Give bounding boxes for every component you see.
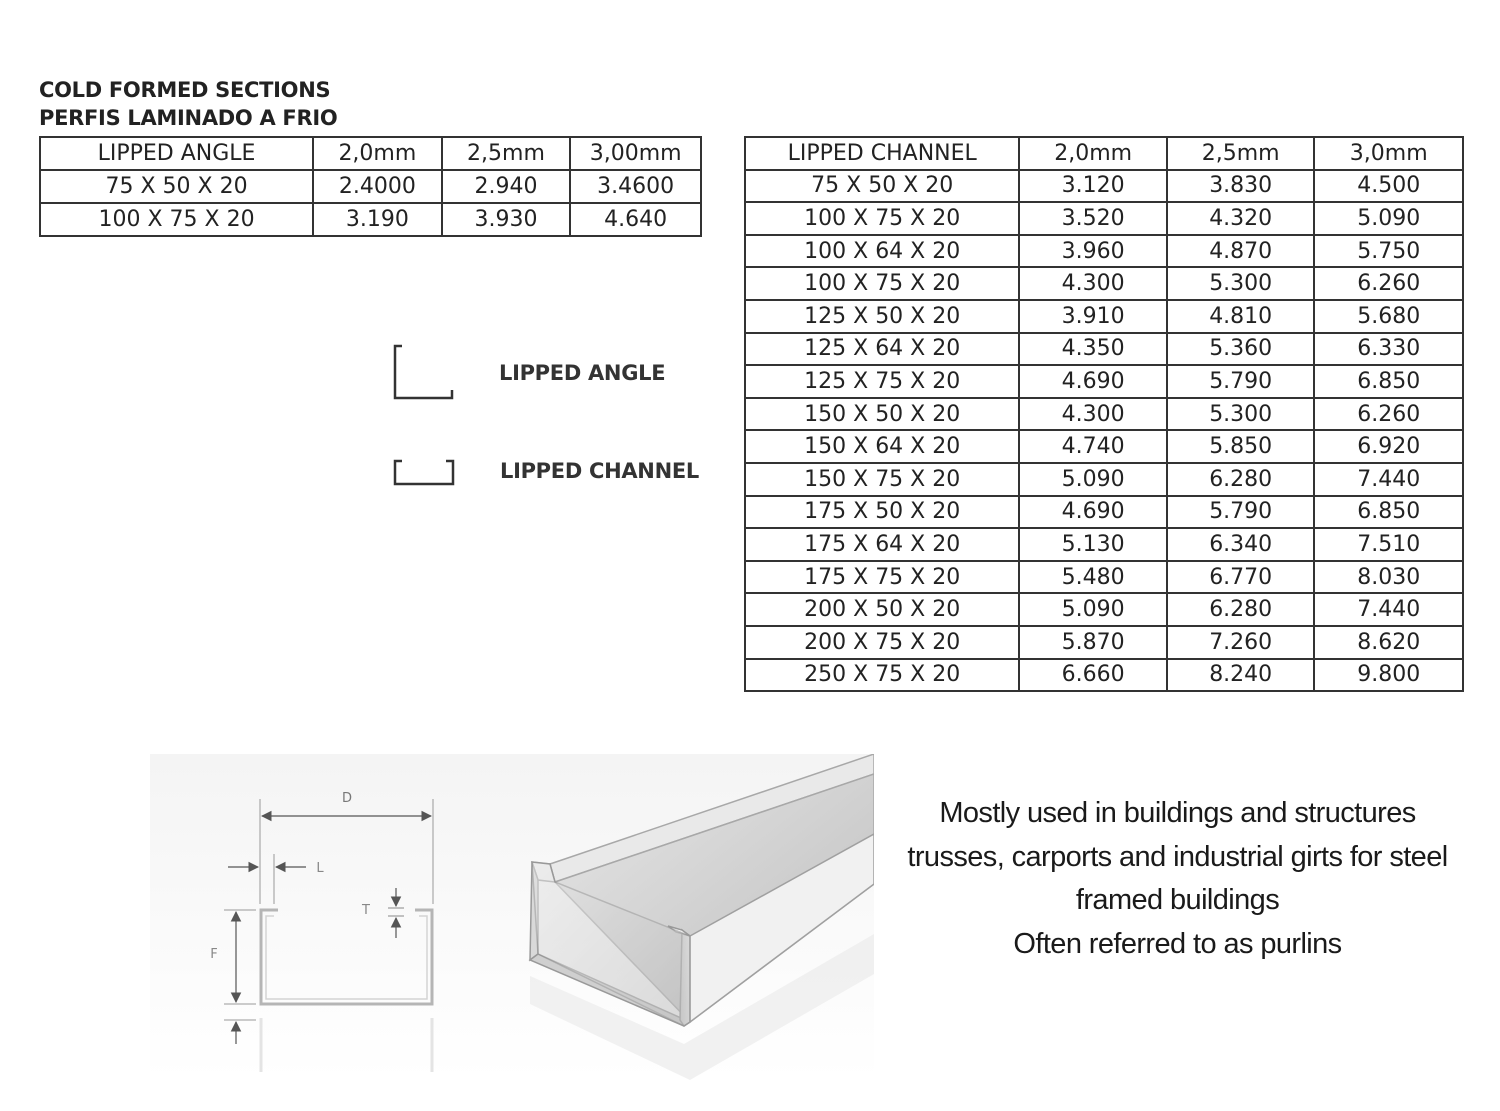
table-row (745, 398, 1463, 431)
table-row (745, 170, 1463, 203)
table-cell: 100 X 75 X 20 (745, 267, 1019, 300)
table-row (745, 561, 1463, 594)
table-cell: 3.960 (1019, 235, 1167, 268)
dimension-label-f: F (210, 947, 218, 962)
table-row (745, 626, 1463, 659)
table-cell: 125 X 50 X 20 (745, 300, 1019, 333)
dimension-label-l: L (316, 861, 324, 876)
table-cell: 125 X 75 X 20 (745, 365, 1019, 398)
table-cell: 175 X 64 X 20 (745, 528, 1019, 561)
table-cell: 4.690 (1019, 365, 1167, 398)
table-cell: 7.440 (1314, 593, 1463, 626)
table-cell: 3.120 (1019, 170, 1167, 203)
table-cell: 2.940 (442, 170, 571, 203)
table-cell: 8.620 (1314, 626, 1463, 659)
table-row (40, 203, 701, 236)
table-cell: 3.910 (1019, 300, 1167, 333)
table-cell: 4.320 (1167, 202, 1315, 235)
table-cell: 5.480 (1019, 561, 1167, 594)
table-row (745, 202, 1463, 235)
table-cell: 6.850 (1314, 496, 1463, 529)
table-cell: 200 X 50 X 20 (745, 593, 1019, 626)
table-row (745, 235, 1463, 268)
table-cell: 5.680 (1314, 300, 1463, 333)
table-cell: 4.640 (570, 203, 701, 236)
table-cell: 6.280 (1167, 463, 1315, 496)
lipped-angle-icon (392, 344, 456, 404)
table-cell: 3.830 (1167, 170, 1315, 203)
table-cell: 5.300 (1167, 267, 1315, 300)
table-cell: 9.800 (1314, 659, 1463, 692)
table-cell: 5.090 (1019, 593, 1167, 626)
table-cell: 5.850 (1167, 430, 1315, 463)
table-cell: 75 X 50 X 20 (745, 170, 1019, 203)
table-cell: 175 X 50 X 20 (745, 496, 1019, 529)
table-cell: 4.500 (1314, 170, 1463, 203)
header-cell: LIPPED ANGLE (40, 137, 313, 170)
table-cell: 3.4600 (570, 170, 701, 203)
table-cell: 4.690 (1019, 496, 1167, 529)
lipped-channel-icon (392, 458, 456, 488)
table-cell: 6.850 (1314, 365, 1463, 398)
table-cell: 5.090 (1314, 202, 1463, 235)
table-cell: 5.790 (1167, 365, 1315, 398)
description-text (880, 792, 1475, 966)
table-row (40, 170, 701, 203)
table-cell: 6.260 (1314, 267, 1463, 300)
table-cell: 4.350 (1019, 333, 1167, 366)
table-cell: 250 X 75 X 20 (745, 659, 1019, 692)
table-cell: 7.260 (1167, 626, 1315, 659)
table-cell: 150 X 50 X 20 (745, 398, 1019, 431)
table-cell: 4.300 (1019, 267, 1167, 300)
table-cell: 6.280 (1167, 593, 1315, 626)
description-line: trusses, carports and industrial girts for steel (907, 840, 1448, 873)
table-cell: 8.240 (1167, 659, 1315, 692)
lipped-angle-table (39, 136, 702, 237)
table-row (745, 430, 1463, 463)
table-cell: 6.330 (1314, 333, 1463, 366)
header-cell: 2,0mm (313, 137, 442, 170)
title-line-portuguese: PERFIS LAMINADO A FRIO (39, 106, 338, 130)
table-cell: 175 X 75 X 20 (745, 561, 1019, 594)
table-cell: 5.300 (1167, 398, 1315, 431)
table-cell: 5.130 (1019, 528, 1167, 561)
table-cell: 200 X 75 X 20 (745, 626, 1019, 659)
table-row (745, 463, 1463, 496)
description-line: Often referred to as purlins (1013, 927, 1342, 960)
table-cell: 100 X 75 X 20 (745, 202, 1019, 235)
table-cell: 75 X 50 X 20 (40, 170, 313, 203)
lipped-channel-illustration (150, 754, 874, 1080)
table-cell: 3.190 (313, 203, 442, 236)
table-cell: 100 X 75 X 20 (40, 203, 313, 236)
table-row (745, 333, 1463, 366)
table-cell: 125 X 64 X 20 (745, 333, 1019, 366)
header-cell: 3,0mm (1314, 137, 1463, 170)
table-cell: 7.510 (1314, 528, 1463, 561)
header-cell: LIPPED CHANNEL (745, 137, 1019, 170)
table-cell: 6.660 (1019, 659, 1167, 692)
table-cell: 5.790 (1167, 496, 1315, 529)
table-cell: 5.870 (1019, 626, 1167, 659)
table-cell: 8.030 (1314, 561, 1463, 594)
table-row (745, 365, 1463, 398)
header-cell: 2,5mm (1167, 137, 1315, 170)
lipped-channel-table (744, 136, 1464, 692)
table-cell: 4.300 (1019, 398, 1167, 431)
cross-section-diagram (210, 791, 433, 1072)
table-cell: 6.770 (1167, 561, 1315, 594)
header-cell: 3,00mm (570, 137, 701, 170)
table-cell: 100 X 64 X 20 (745, 235, 1019, 268)
table-cell: 6.920 (1314, 430, 1463, 463)
table-cell: 4.740 (1019, 430, 1167, 463)
table-row (745, 300, 1463, 333)
title-line-english: COLD FORMED SECTIONS (39, 78, 331, 102)
table-cell: 3.520 (1019, 202, 1167, 235)
table-cell: 6.260 (1314, 398, 1463, 431)
legend-label-lipped-channel: LIPPED CHANNEL (500, 459, 699, 483)
table-row (745, 528, 1463, 561)
legend-label-lipped-angle: LIPPED ANGLE (499, 361, 666, 385)
table-cell: 150 X 64 X 20 (745, 430, 1019, 463)
table-cell: 7.440 (1314, 463, 1463, 496)
table-row (745, 593, 1463, 626)
header-cell: 2,5mm (442, 137, 571, 170)
table-cell: 5.360 (1167, 333, 1315, 366)
table-cell: 4.870 (1167, 235, 1315, 268)
channel-3d-render (530, 754, 874, 1080)
dimension-label-d: D (341, 791, 353, 806)
header-cell: 2,0mm (1019, 137, 1167, 170)
table-row (745, 267, 1463, 300)
page-title (39, 76, 337, 132)
channel-table-body (745, 170, 1463, 692)
description-line: framed buildings (1075, 884, 1280, 916)
table-cell: 5.090 (1019, 463, 1167, 496)
description-line: Mostly used in buildings and structures (939, 797, 1416, 829)
table-cell: 4.810 (1167, 300, 1315, 333)
table-cell: 2.4000 (313, 170, 442, 203)
table-header-row (40, 137, 701, 170)
table-row (745, 496, 1463, 529)
table-cell: 3.930 (442, 203, 571, 236)
table-cell: 150 X 75 X 20 (745, 463, 1019, 496)
table-row (745, 659, 1463, 692)
dimension-label-t: T (362, 903, 370, 918)
table-cell: 5.750 (1314, 235, 1463, 268)
table-header-row (745, 137, 1463, 170)
table-cell: 6.340 (1167, 528, 1315, 561)
